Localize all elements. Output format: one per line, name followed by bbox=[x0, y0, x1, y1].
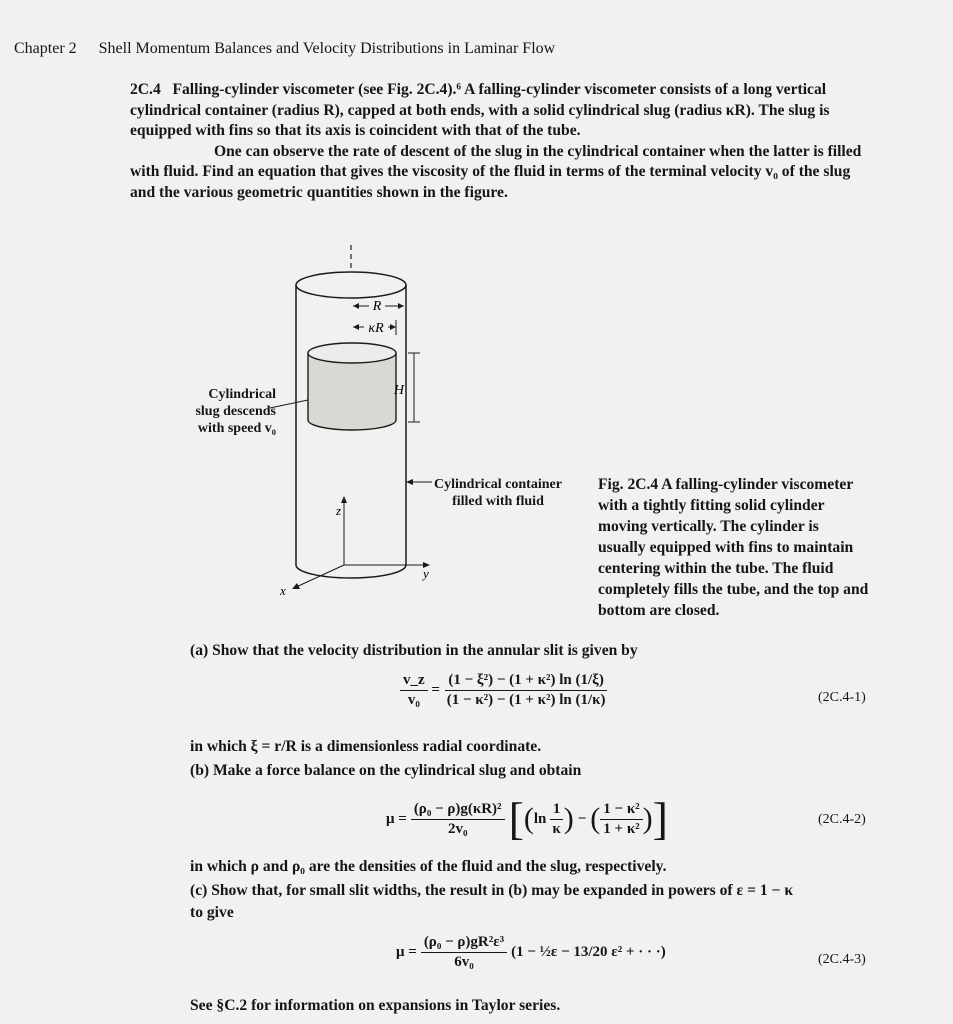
eq-number-1: (2C.4-1) bbox=[818, 690, 866, 705]
slug-label-line-1: Cylindrical bbox=[208, 387, 276, 402]
b-inner-den: κ bbox=[552, 820, 561, 837]
equation-2c4-2: μ = $\frac{\text{(ρ₀ − ρ)g(κR)²}}{\text{2v₀}}$ [ ( ln $\frac{1}{\kappa}$ ) − ( $\frac{\text{1 − κ²}}{\text{1 + κ²}}$ ) ] bbox=[386, 793, 668, 844]
b-inner-num: 1 bbox=[550, 801, 564, 820]
container-label bbox=[434, 476, 562, 510]
problem-para-2: One can observe the rate of descent of the slug in the cylindrical container when the latter is filled with fluid. Find an equation that gives the viscosity of the fluid in terms of the terminal velocity v₀ of the slug and the various geometric quantities shown in the figure. bbox=[130, 142, 862, 201]
b-num: (ρ₀ − ρ)g(κR)² bbox=[411, 801, 505, 820]
problem-ref: (see Fig. 2C.4).⁶ bbox=[358, 81, 462, 98]
equation-2c4-1: $\frac{v\_z}{\text{v₀}}$ = $\frac{\text{(1 − ξ²) − (1 + κ²) ln (1/ξ)}}{\text{(1 − κ²) − (1 + κ²) ln (1/κ)}}$ bbox=[400, 672, 609, 709]
footnote: See §C.2 for information on expansions in Taylor series. bbox=[190, 997, 561, 1014]
c-series: (1 − ½ε − 13/20 ε² + · · ·) bbox=[511, 944, 666, 960]
problem-number: 2C.4 bbox=[130, 81, 161, 98]
slug-radius-arrow-head-right bbox=[390, 324, 396, 330]
lhs-fraction bbox=[400, 672, 428, 709]
b-ratio-num: 1 − κ² bbox=[600, 801, 642, 820]
container-bottom-ellipse bbox=[296, 565, 406, 578]
slug-bottom bbox=[308, 420, 396, 430]
equation-2c4-3 bbox=[396, 934, 666, 971]
rhs-num: (1 − ξ²) − (1 + κ²) ln (1/ξ) bbox=[445, 672, 607, 691]
label-kR: κR bbox=[368, 321, 384, 336]
b-ratio-fraction bbox=[600, 801, 642, 838]
part-a-after: in which ξ = r/R is a dimensionless radial coordinate. bbox=[190, 738, 542, 755]
c-fraction bbox=[421, 934, 507, 971]
container-top-ellipse bbox=[296, 272, 406, 298]
label-R: R bbox=[372, 299, 382, 314]
slug-label-line-3: with speed v₀ bbox=[197, 421, 276, 436]
mu-b: μ = bbox=[386, 810, 407, 827]
slug-top bbox=[308, 343, 396, 363]
part-c-text-2: to give bbox=[190, 904, 234, 921]
slug-label bbox=[176, 386, 276, 437]
b-inner-fraction bbox=[549, 801, 563, 838]
problem-title: Falling-cylinder viscometer bbox=[172, 81, 355, 98]
container-label-line-1: Cylindrical container bbox=[434, 477, 562, 492]
part-b-after: in which ρ and ρ₀ are the densities of the fluid and the slug, respectively. bbox=[190, 858, 667, 875]
part-a-text: (a) Show that the velocity distribution in the annular slit is given by bbox=[190, 642, 638, 659]
lhs-den: v₀ bbox=[407, 692, 420, 708]
eq-number-3: (2C.4-3) bbox=[818, 952, 866, 967]
c-num: (ρ₀ − ρ)gR²ε³ bbox=[421, 934, 507, 953]
problem-statement bbox=[130, 80, 870, 203]
b-fraction bbox=[411, 801, 505, 838]
part-c-text: (c) Show that, for small slit widths, the result in (b) may be expanded in powers of ε = 1 − κ bbox=[190, 882, 794, 899]
eq-number-2: (2C.4-2) bbox=[818, 812, 866, 827]
axis-z-label: z bbox=[336, 503, 342, 518]
lhs-num: v_z bbox=[400, 672, 428, 691]
container-label-line-2: filled with fluid bbox=[452, 494, 544, 509]
rhs-den: (1 − κ²) − (1 + κ²) ln (1/κ) bbox=[446, 692, 606, 708]
c-den: 6v₀ bbox=[454, 954, 474, 970]
problem-para-1: A falling-cylinder viscometer consists of a long vertical cylindrical container (radius R), capped at both ends, with a solid cylindrical slug (radius κR). The slug is equipped with fins so that its axis is coincident with that of the tube. bbox=[130, 81, 830, 139]
label-H: H bbox=[393, 383, 404, 398]
radius-arrow-head-left bbox=[353, 303, 359, 309]
chapter-title: Shell Momentum Balances and Velocity Distributions in Laminar Flow bbox=[98, 40, 556, 57]
b-ratio-den: 1 + κ² bbox=[603, 820, 640, 837]
slug-radius-arrow-head-left bbox=[353, 324, 359, 330]
chapter-label: Chapter 2 bbox=[14, 40, 77, 57]
x-axis bbox=[294, 565, 344, 588]
b-den: 2v₀ bbox=[447, 820, 468, 837]
axis-x-label: x bbox=[280, 583, 286, 598]
b-ln: ln bbox=[533, 810, 547, 827]
figure-caption: Fig. 2C.4 A falling-cylinder viscometer with a tightly fitting solid cylinder moving vertically. The cylinder is usually equipped with fins to maintain centering within the tube. The fluid completely fills the tube, and the top and bottom are closed. bbox=[598, 476, 869, 619]
axis-y-label: y bbox=[423, 566, 429, 581]
rhs-fraction bbox=[444, 672, 609, 709]
slug-label-line-2: slug descends bbox=[195, 404, 276, 419]
radius-arrow-head-right bbox=[398, 303, 404, 309]
part-b-text: (b) Make a force balance on the cylindrical slug and obtain bbox=[190, 762, 582, 779]
mu-c: μ = bbox=[396, 944, 417, 960]
page-header bbox=[14, 40, 555, 58]
bleed-through bbox=[185, 222, 188, 238]
